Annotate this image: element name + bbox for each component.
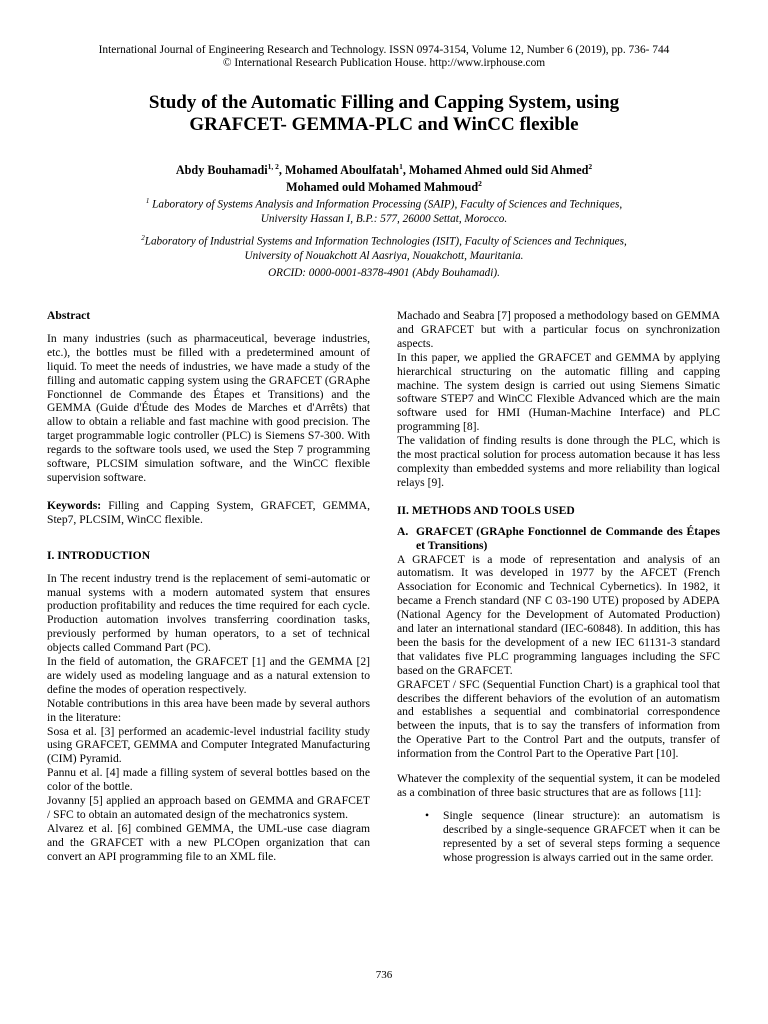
affiliation-mark: 2 [141,234,145,242]
author-affiliation-mark: 1 [399,162,403,171]
keywords-label: Keywords: [47,498,102,512]
paragraph: In The recent industry trend is the replacement of semi-automatic or manual systems with a modern automated system that ensures production profitability and reduces the time required for each cycle. Production automation involves transferring coordination tasks, previously performed by human operators, to a set of technical objects called Command Part (PC). [47,571,370,655]
title-line-2: GRAFCET- GEMMA-PLC and WinCC flexible [189,114,579,135]
subsection-title: GRAFCET (GRAphe Fonctionnel de Commande des Étapes et Transitions) [416,524,720,552]
paragraph: Machado and Seabra [7] proposed a methodology based on GEMMA and GRAFCET but with a particular focus on synchronization aspects. [397,309,720,350]
title-line-1: Study of the Automatic Filling and Capping System, using [148,92,620,113]
affiliation-1 [40,194,728,226]
paragraph: Notable contributions in this area have been made by several authors in the literature: [47,696,370,724]
author-name: Mohamed ould Mohamed Mahmoud [286,180,479,195]
author-name: , Mohamed Ahmed ould Sid Ahmed [402,163,589,178]
right-column [397,309,720,865]
paragraph: Alvarez et al. [6] combined GEMMA, the UML-use case diagram and the GRAFCET with a new PLCOpen organization that can convert an API programming file to an XML file. [47,821,370,863]
introduction-heading: I. INTRODUCTION [47,548,151,562]
page-number: 736 [375,969,393,981]
keywords-text: Filling and Capping System, GRAFCET, GEMMA, Step7, PLCSIM, WinCC flexible. [47,498,370,526]
bullet-text: Single sequence (linear structure): an automatism is described by a single-sequence GRAFCET when it can be represented by a set of several steps forming a sequence whose progression is always carried out in the same order. [443,808,720,864]
orcid: ORCID: 0000-0001-8378-4901 (Abdy Bouhamadi). [268,267,500,279]
author-name: , Mohamed Aboulfatah [278,163,400,178]
author-name: Abdy Bouhamadi [175,163,268,178]
paragraph: Pannu et al. [4] made a filling system of several bottles based on the color of the bottle. [47,766,370,794]
author-line-1 [40,160,728,177]
author-line-2 [40,177,728,194]
subsection-heading-a [397,525,720,553]
author-affiliation-mark: 2 [478,179,482,189]
affiliation-line: Laboratory of Industrial Systems and Information Technologies (ISIT), Faculty of Sciences and Techniques, [144,235,627,248]
paragraph: Whatever the complexity of the sequential system, it can be modeled as a combination of three basic structures that are as follows [11]: [397,772,720,799]
affiliation-line: University Hassan I, B.P.: 577, 26000 Settat, Morocco. [260,212,508,225]
paragraph: In this paper, we applied the GRAFCET and GEMMA by applying hierarchical structuring on the automatic filling and capping machine. The system design is carried out using Siemens Simatic software STEP7 and WinCC Flexible Advanced which are the main software used for HMI (Human-Machine Interface) and PLC programming [8]. [397,350,720,434]
paragraph: GRAFCET / SFC (Sequential Function Chart) is a graphical tool that describes the different behaviors of the evolution of an automatism and establishes a sequential and combinatorial correspondence between the inputs, that is to say the transfers of information from the Operative Part to the Control Part and the outputs, transfer of information from the Control Part to the Operative Part [10]. [397,677,720,761]
keywords [47,499,370,527]
paper-title [40,92,728,136]
affiliation-mark: 1 [145,197,150,205]
paragraph: The validation of finding results is done through the PLC, which is the most practical solution for process automation because it has less complexity than embedded systems and more reliability than logical relays [9]. [397,434,720,489]
affiliation-2 [40,231,728,263]
left-column [47,309,370,864]
paragraph: Sosa et al. [3] performed an academic-level industrial facility study using GRAFCET, GEMMA and Computer Integrated Manufacturing (CIM) Pyramid. [47,724,370,766]
paragraph: Jovanny [5] applied an approach based on GEMMA and GRAFCET / SFC to obtain an automated design of the mechatronics system. [47,794,370,821]
author-affiliation-mark: 2 [588,162,593,171]
journal-publisher: © International Research Publication House. http://www.irphouse.com [222,57,546,69]
affiliation-line: Laboratory of Systems Analysis and Information Processing (SAIP), Faculty of Sciences and Techniques, [149,198,623,211]
bullet-item [397,809,720,865]
paragraph: A GRAFCET is a mode of representation and analysis of an automatism. It was developed in 1977 by the AFCET (French Association for Economic and Technical Cybernetics). In 1982, it became a French standard (NF C 03-190 UTE) proposed by ADEPA (National Agency for the Development of Automated Production) and later an international standard (IEC-60848). In addition, this has been the basis for the development of a new IEC 61131-3 standard that validates five PLC programming languages including the SFC based on the GRAFCET. [397,552,720,677]
bullet-icon: • [424,808,429,822]
affiliation-line: University of Nouakchott Al Aasriya, Nouakchott, Mauritania. [244,249,524,262]
author-list [40,160,728,194]
methods-heading: II. METHODS AND TOOLS USED [397,503,575,517]
abstract-heading: Abstract [47,309,91,322]
abstract-text: In many industries (such as pharmaceutical, beverage industries, etc.), the bottles must be filled with a predetermined amount of liquid. To meet the needs of industries, we have made a study of the filling and automatic capping system using the GRAFCET (GRAphe Fonctionnel de Commande des Étapes et Transitions) and the GEMMA (Guide d'Étude des Modes de Marches et d'Arrêts) that allow to obtain a reliable and fast machine with good precision. The target programmable logic controller (PLC) is Siemens S7-300. With regards to the software tools used, we used the Step 7 programming software, PLCSIM simulation software, and the WinCC flexible supervision software. [47,331,370,484]
subsection-number: A. [397,524,409,538]
journal-header [30,44,738,70]
author-affiliation-mark: 1, 2 [267,162,279,171]
paragraph: In the field of automation, the GRAFCET [1] and the GEMMA [2] are widely used as modeling language and as a natural extension to define the modes of operation respectively. [47,655,370,696]
journal-citation: International Journal of Engineering Research and Technology. ISSN 0974-3154, Volume 12, Number 6 (2019), pp. 736- 744 [98,44,670,56]
